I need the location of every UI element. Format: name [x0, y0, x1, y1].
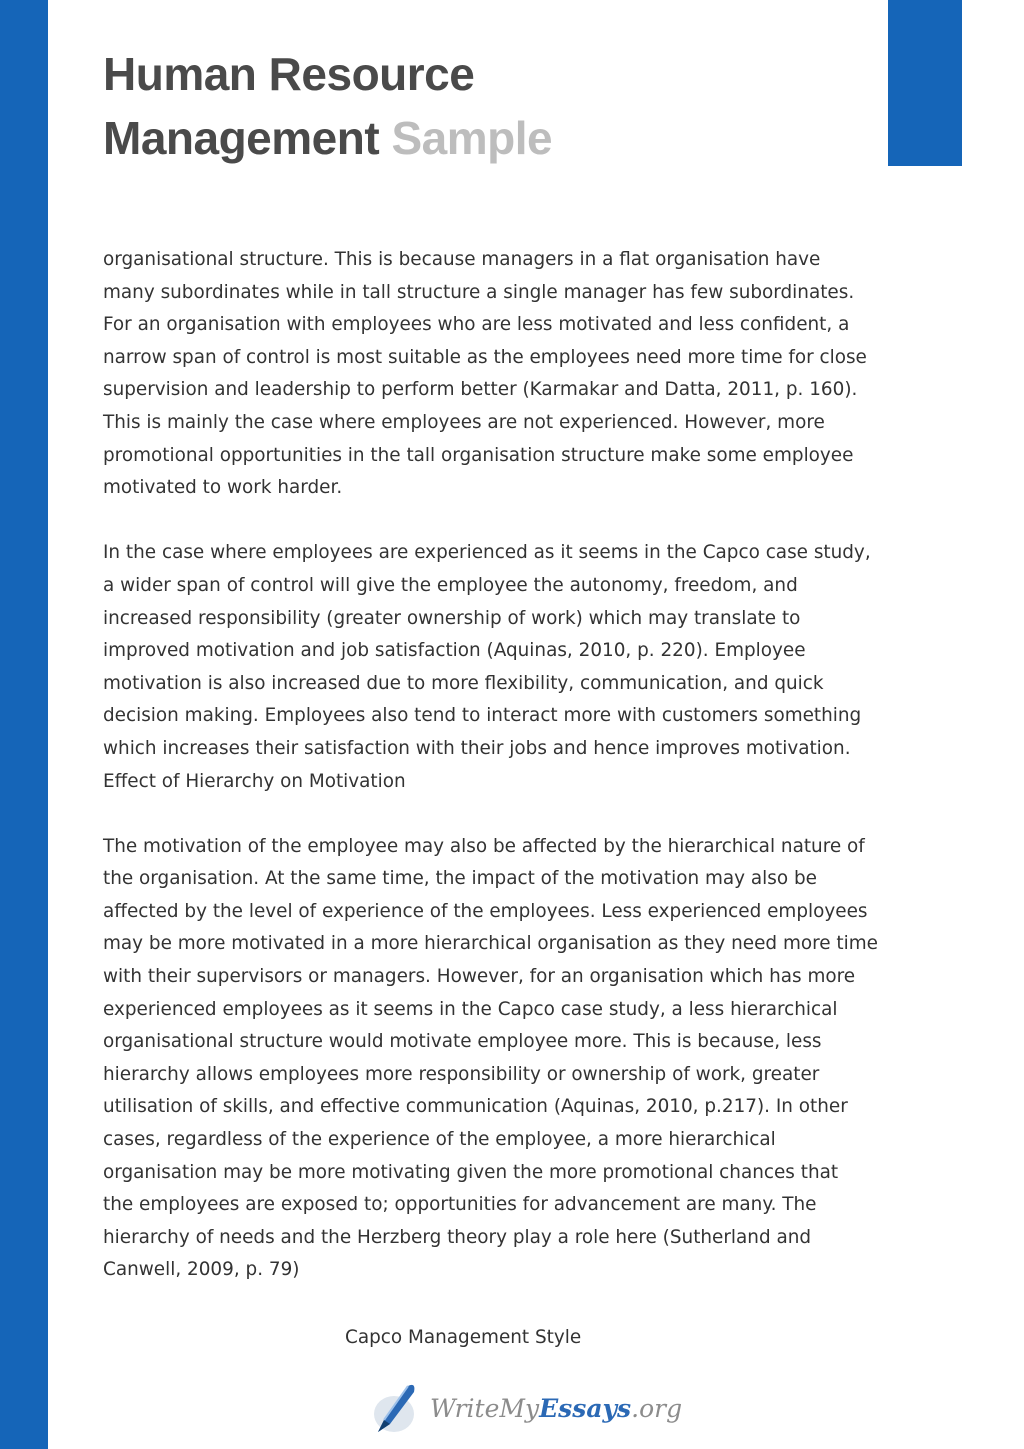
paragraph-line: For an organisation with employees who are less motivated and less confident, a [103, 314, 850, 336]
title-accent-word: Sample [391, 112, 553, 164]
paragraph-line: increased responsibility (greater ownership of work) which may translate to [103, 607, 801, 629]
paragraph-line: In the case where employees are experienced as it seems in the Capco case study, [103, 542, 871, 564]
paragraph-line: experienced employees as it seems in the Capco case study, a less hierarchical [103, 998, 838, 1020]
paragraph-line: Effect of Hierarchy on Motivation [103, 770, 406, 792]
paragraph-line: organisational structure. This is because managers in a flat organisation have [103, 249, 821, 270]
paragraph-line: many subordinates while in tall structure a single manager has few subordinates. [103, 281, 855, 303]
paragraph-line: hierarchy of needs and the Herzberg theory play a role here (Sutherland and [103, 1226, 812, 1248]
paragraph-line: Canwell, 2009, p. 79) [103, 1259, 300, 1281]
paragraph-line: promotional opportunities in the tall organisation structure make some employee [103, 444, 854, 466]
paragraph-line: may be more motivated in a more hierarchical organisation as they need more time [103, 933, 878, 955]
paragraph-line: narrow span of control is most suitable as the employees need more time for close [103, 346, 867, 368]
body-paragraph [103, 244, 943, 505]
body-paragraph [103, 831, 943, 1287]
logo-text-org: .org [631, 1393, 683, 1423]
title-line-2 [103, 106, 552, 170]
paragraph-line: decision making. Employees also tend to interact more with customers something [103, 705, 862, 727]
paragraph-line: hierarchy allows employees more responsibility or ownership of work, greater [103, 1063, 820, 1085]
paragraph-line: which increases their satisfaction with their jobs and hence improves motivation. [103, 737, 851, 759]
paragraph-line: affected by the level of experience of the employees. Less experienced employees [103, 900, 868, 922]
paragraph-line: supervision and leadership to perform better (Karmakar and Datta, 2011, p. 160). [103, 379, 858, 401]
page-title [103, 42, 552, 170]
left-accent-bar [0, 0, 48, 1449]
logo-text-essays: Essays [539, 1393, 632, 1423]
paragraph-line: motivation is also increased due to more flexibility, communication, and quick [103, 672, 824, 694]
section-heading: Capco Management Style [345, 1327, 582, 1348]
logo-text-my: My [499, 1393, 540, 1423]
quill-pen-icon [370, 1380, 422, 1436]
paragraph-line: organisational structure would motivate employee more. This is because, less [103, 1031, 822, 1053]
paragraph-line: the organisation. At the same time, the impact of the motivation may also be [103, 868, 817, 890]
paragraph-line: the employees are exposed to; opportunities for advancement are many. The [103, 1194, 817, 1216]
top-right-accent-block [888, 0, 962, 166]
footer-logo[interactable] [370, 1380, 682, 1436]
paragraph-line: motivated to work harder. [103, 477, 343, 499]
logo-text [430, 1394, 682, 1423]
paragraph-line: utilisation of skills, and effective communication (Aquinas, 2010, p.217). In other [103, 1096, 848, 1118]
logo-text-write: Write [430, 1393, 500, 1423]
title-line-1: Human Resource [103, 48, 475, 100]
paragraph-line: organisation may be more motivating given the more promotional chances that [103, 1161, 839, 1183]
paragraph-line: a wider span of control will give the employee the autonomy, freedom, and [103, 574, 798, 596]
paragraph-line: The motivation of the employee may also be affected by the hierarchical nature of [103, 835, 865, 857]
paragraph-line: cases, regardless of the experience of the employee, a more hierarchical [103, 1129, 776, 1151]
body-paragraph [103, 537, 943, 798]
paragraph-line: improved motivation and job satisfaction (Aquinas, 2010, p. 220). Employee [103, 640, 806, 662]
body-text [103, 244, 943, 1320]
paragraph-line: This is mainly the case where employees are not experienced. However, more [103, 411, 825, 433]
paragraph-line: with their supervisors or managers. However, for an organisation which has more [103, 966, 856, 988]
title-main-word: Management [103, 112, 380, 164]
